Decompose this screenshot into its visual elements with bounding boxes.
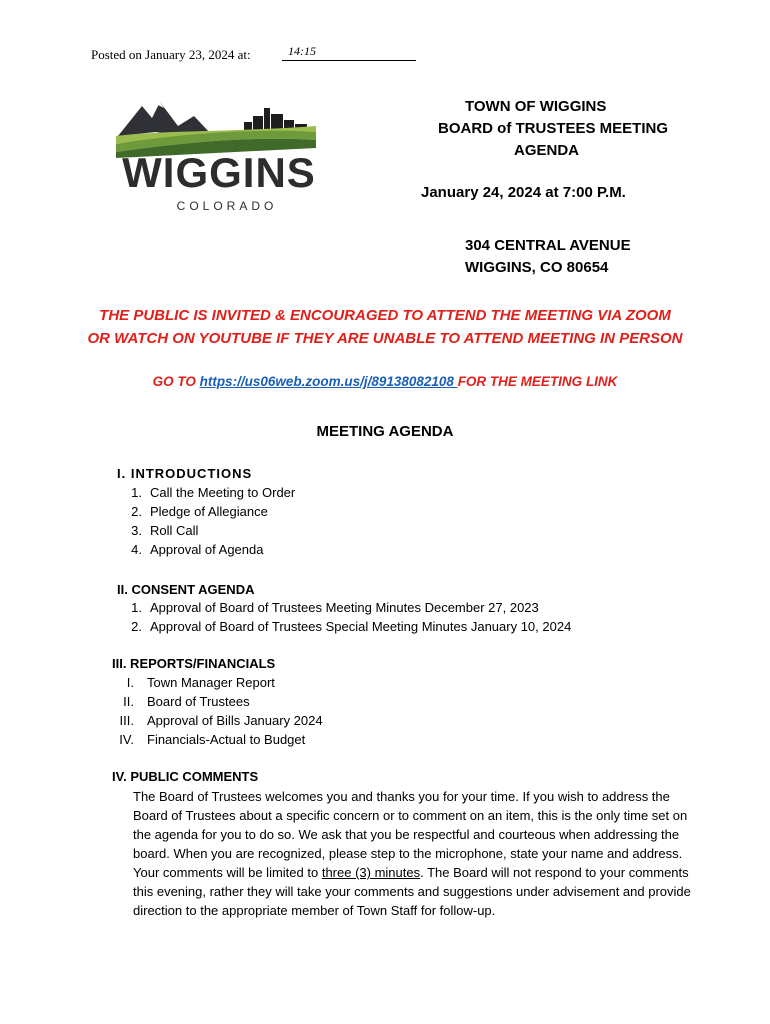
logo-name: WIGGINS [122, 149, 316, 196]
town-logo [116, 96, 316, 216]
item-text: Approval of Board of Trustees Meeting Minutes December 27, 2023 [150, 600, 539, 615]
notice-line-2: OR WATCH ON YOUTUBE IF THEY ARE UNABLE TO ATTEND MEETING IN PERSON [87, 330, 683, 347]
item-text: Town Manager Report [147, 675, 275, 690]
posted-time: 14:15 [282, 44, 416, 61]
item-number: 3. [131, 523, 142, 538]
header-address-1: 304 CENTRAL AVENUE [465, 237, 631, 254]
comments-text-part: . The Board will not respond to your comments this evening, rather they will take your comments and suggestions under advisement and provide direction to the appropriate member of Town Staff for follow-up. [133, 865, 691, 918]
header-date: January 24, 2024 at 7:00 P.M. [421, 184, 626, 201]
item-number: III. [119, 713, 134, 728]
item-number: 2. [131, 504, 142, 519]
item-text: Board of Trustees [147, 694, 250, 709]
logo-sub: COLORADO [176, 199, 278, 213]
section-reports-title: III. REPORTS/FINANCIALS [112, 656, 276, 671]
agenda-title: MEETING AGENDA [316, 423, 454, 440]
item-text: Call the Meeting to Order [150, 485, 296, 500]
item-number: II. [123, 694, 134, 709]
header-agenda: AGENDA [514, 142, 580, 159]
item-number: I. [126, 675, 134, 690]
header-town: TOWN OF WIGGINS [465, 98, 607, 115]
section-public-comments-title: IV. PUBLIC COMMENTS [112, 769, 259, 784]
item-number: 4. [131, 542, 142, 557]
item-text: Pledge of Allegiance [150, 504, 268, 519]
zoom-link[interactable]: https://us06web.zoom.us/j/89138082108 [199, 374, 458, 389]
notice-line-1: THE PUBLIC IS INVITED & ENCOURAGED TO ATTEND THE MEETING VIA ZOOM [99, 307, 671, 324]
goto-prefix: GO TO [152, 374, 200, 389]
item-number: 2. [131, 619, 142, 634]
item-number: 1. [131, 600, 142, 615]
posted-label: Posted on January 23, 2024 at: [91, 47, 251, 62]
goto-suffix: FOR THE MEETING LINK [457, 374, 618, 389]
item-text: Financials-Actual to Budget [147, 732, 306, 747]
section-consent-title: II. CONSENT AGENDA [117, 582, 255, 597]
item-number: 1. [131, 485, 142, 500]
header-board: BOARD of TRUSTEES MEETING [438, 120, 669, 137]
zoom-link-line [60, 374, 710, 389]
item-text: Approval of Agenda [150, 542, 264, 557]
header-address-2: WIGGINS, CO 80654 [465, 259, 609, 276]
item-number: IV. [119, 732, 134, 747]
public-comments-text [133, 787, 693, 920]
comments-time-limit: three (3) minutes [321, 865, 421, 880]
section-introductions-title: I. INTRODUCTIONS [117, 466, 253, 481]
item-text: Roll Call [150, 523, 199, 538]
comments-text-part: The Board of Trustees welcomes you and thanks you for your time. If you wish to address the Board of Trustees about a specific concern or to comment on an item, this is the only time set on the agenda for you to do so. We ask that you be respectful and courteous when addressing the board. When you are recognized, please step to the microphone, state your name and address. Your comments will be limited to [133, 789, 688, 880]
item-text: Approval of Bills January 2024 [147, 713, 323, 728]
item-text: Approval of Board of Trustees Special Meeting Minutes January 10, 2024 [150, 619, 572, 634]
